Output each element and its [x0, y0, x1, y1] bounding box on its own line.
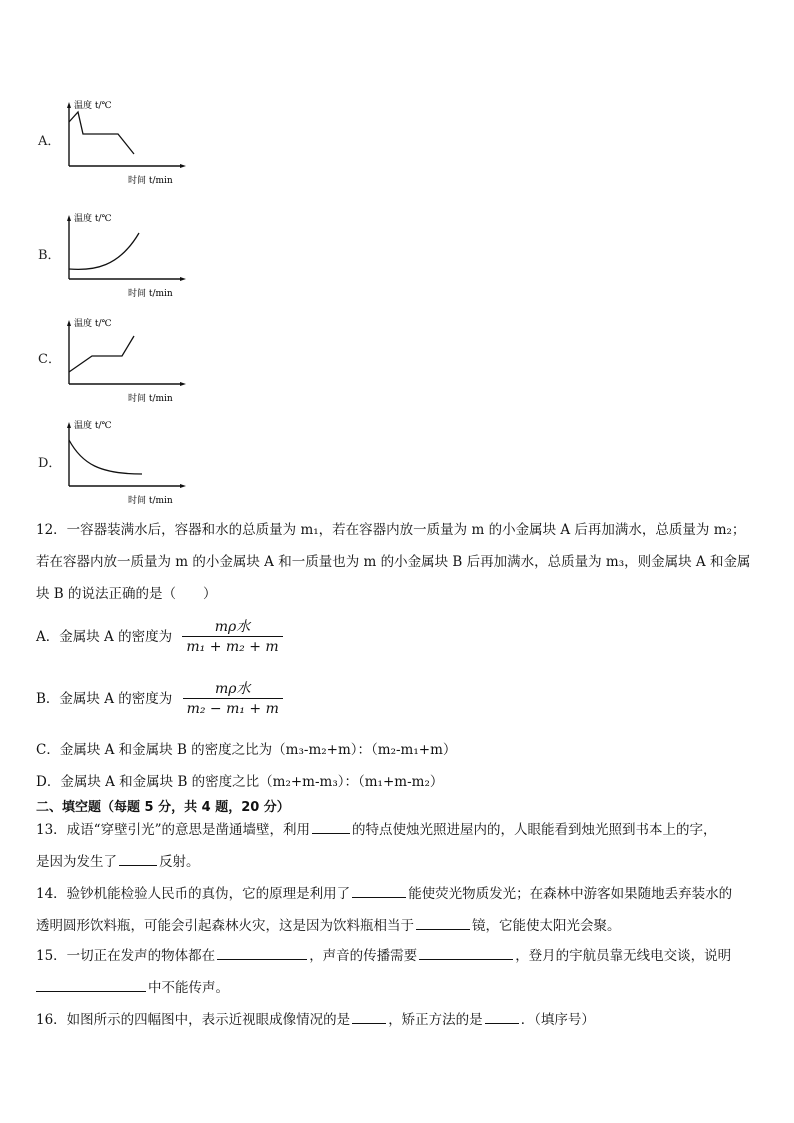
- q16-line-1: [36, 1004, 766, 1036]
- graph-b-xlabel: 时间 t/min: [128, 289, 173, 299]
- q15-text-a: 15．一切正在发声的物体都在: [36, 948, 216, 964]
- fraction-numerator: mρ水: [183, 680, 283, 699]
- section-2-heading: 二、填空题（每题 5 分，共 4 题，20 分）: [36, 800, 290, 815]
- graph-d-ylabel: 温度 t/℃: [74, 421, 112, 431]
- question-14: [36, 878, 766, 942]
- q12-line-1: 12．一容器装满水后，容器和水的总质量为 m₁，若在容器内放一质量为 m 的小金属块 A 后再加满水，总质量为 m₂；: [36, 522, 746, 538]
- graph-c: [64, 316, 194, 410]
- graph-c-ylabel: 温度 t/℃: [74, 319, 112, 329]
- q15-blank-2[interactable]: [419, 945, 513, 960]
- q12-option-b-fraction: [183, 680, 283, 719]
- q12-option-a-fraction: [182, 618, 282, 657]
- graph-a-xlabel: 时间 t/min: [128, 176, 173, 186]
- question-15: [36, 940, 766, 1004]
- graph-a: [64, 98, 194, 192]
- q14-text-b: 能使荧光物质发光；在森林中游客如果随地丢弃装水的: [408, 886, 733, 902]
- q13-blank-1[interactable]: [312, 819, 350, 834]
- q15-line-1: [36, 940, 766, 972]
- graph-d: [64, 418, 194, 512]
- q12-option-b-text: B．金属块 A 的密度为: [36, 691, 173, 707]
- q13-text-a: 13．成语“穿壁引光”的意思是凿通墙壁，利用: [36, 822, 310, 838]
- q12-option-d: D．金属块 A 和金属块 B 的密度之比（m₂+m-m₃）：（m₁+m-m₂）: [36, 774, 444, 790]
- q16-text-c: ．（填序号）: [520, 1012, 595, 1028]
- graph-a-ylabel: 温度 t/℃: [74, 101, 112, 111]
- q14-blank-2[interactable]: [416, 915, 470, 930]
- fraction-numerator: mρ水: [182, 618, 282, 637]
- question-12: [36, 514, 766, 610]
- option-d-label: D．: [38, 456, 62, 471]
- q16-text-b: ，矫正方法的是: [388, 1012, 483, 1028]
- q12-option-a: [36, 618, 283, 657]
- q14-blank-1[interactable]: [352, 883, 406, 898]
- q15-text-d: 中不能传声。: [148, 980, 229, 996]
- q12-option-b: [36, 680, 283, 719]
- q13-text-d: 反射。: [159, 854, 200, 870]
- fraction-denominator: m₂ − m₁ + m: [186, 701, 279, 717]
- q13-blank-2[interactable]: [119, 851, 157, 866]
- q15-text-c: ，登月的宇航员靠无线电交谈，说明: [515, 948, 732, 964]
- q15-text-b: ，声音的传播需要: [309, 948, 418, 964]
- q14-line-1: [36, 878, 766, 910]
- q13-text-c: 是因为发生了: [36, 854, 117, 870]
- graph-c-xlabel: 时间 t/min: [128, 394, 173, 404]
- q15-line-2: [36, 972, 766, 1004]
- q13-text-b: 的特点使烛光照进屋内的，人眼能看到烛光照到书本上的字，: [351, 822, 717, 838]
- q16-text-a: 16．如图所示的四幅图中，表示近视眼成像情况的是: [36, 1012, 351, 1028]
- q12-line-2: 若在容器内放一质量为 m 的小金属块 A 和一质量也为 m 的小金属块 B 后再加满水，总质量为 m₃，则金属块 A 和金属: [36, 554, 751, 570]
- option-a-label: A．: [38, 134, 61, 149]
- q16-blank-2[interactable]: [485, 1009, 519, 1024]
- q14-text-a: 14．验钞机能检验人民币的真伪，它的原理是利用了: [36, 886, 351, 902]
- q16-blank-1[interactable]: [352, 1009, 386, 1024]
- q15-blank-3[interactable]: [36, 977, 146, 992]
- q12-option-c: C．金属块 A 和金属块 B 的密度之比为（m₃-m₂+m）：（m₂-m₁+m）: [36, 742, 457, 758]
- q14-text-c: 透明圆形饮料瓶，可能会引起森林火灾，这是因为饮料瓶相当于: [36, 918, 414, 934]
- q13-line-2: [36, 846, 766, 878]
- q14-text-d: 镜，它能使太阳光会聚。: [472, 918, 621, 934]
- option-c-label: C．: [38, 352, 61, 367]
- question-13: [36, 814, 766, 878]
- fraction-denominator: m₁ + m₂ + m: [186, 639, 279, 655]
- q13-line-1: [36, 814, 766, 846]
- q12-option-a-text: A．金属块 A 的密度为: [36, 629, 173, 645]
- q15-blank-1[interactable]: [217, 945, 307, 960]
- question-16: [36, 1004, 766, 1036]
- option-b-label: B．: [38, 248, 61, 263]
- q12-line-3: 块 B 的说法正确的是（ ）: [36, 586, 217, 602]
- graph-b: [64, 211, 194, 305]
- graph-b-ylabel: 温度 t/℃: [74, 214, 112, 224]
- graph-d-xlabel: 时间 t/min: [128, 496, 173, 506]
- q14-line-2: [36, 910, 766, 942]
